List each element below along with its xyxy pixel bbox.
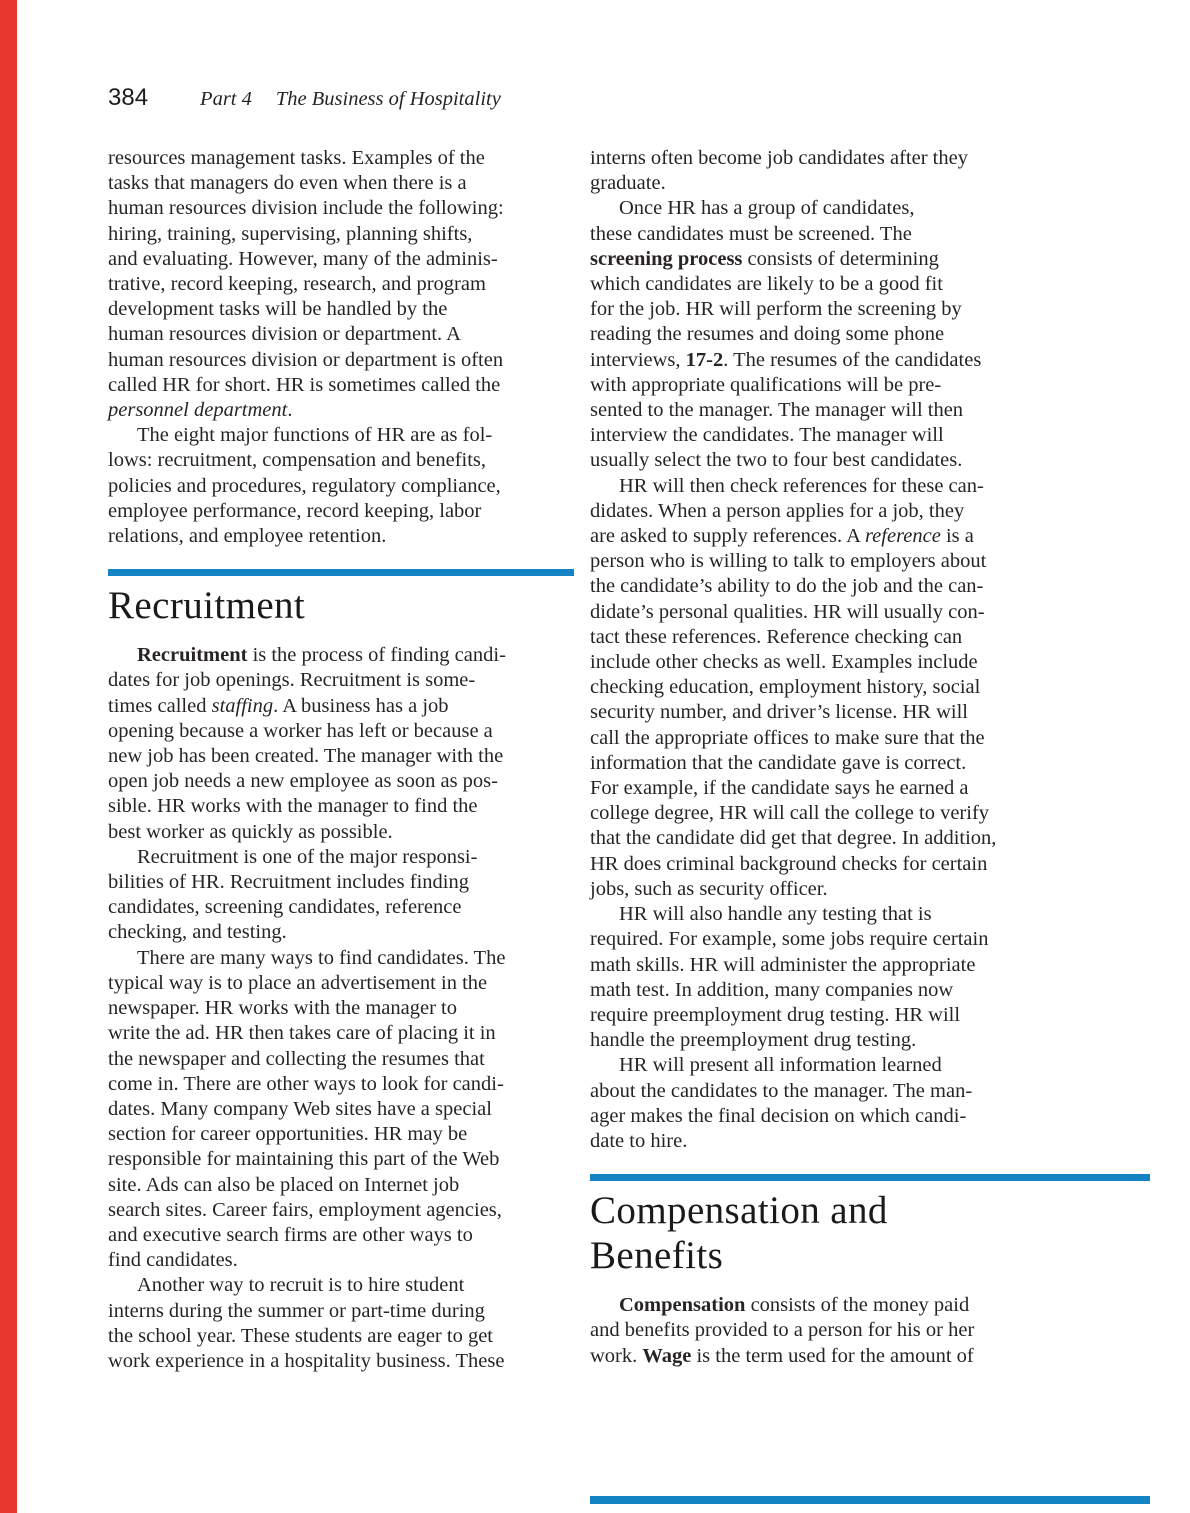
text-line: sible. HR works with the manager to find the: [108, 795, 478, 818]
text-line: handle the preemployment drug testing.: [590, 1029, 917, 1052]
text-segment: reference: [864, 525, 941, 548]
text-line: person who is willing to talk to employers about: [590, 550, 987, 573]
text-line: newspaper. HR works with the manager to: [108, 997, 457, 1020]
text-segment: consists of determining: [742, 247, 939, 270]
paragraph: [108, 146, 574, 423]
text-line: dates. Many company Web sites have a special: [108, 1097, 492, 1120]
text-segment: 17-2: [685, 348, 724, 371]
text-line: date to hire.: [590, 1129, 688, 1152]
text-line: graduate.: [590, 172, 666, 195]
text-line: which candidates are likely to be a good fit: [590, 273, 943, 296]
section-heading: [108, 583, 574, 628]
text-line: bilities of HR. Recruitment includes finding: [108, 871, 469, 894]
text-line: [590, 348, 1150, 373]
text-segment: Recruitment: [137, 644, 248, 667]
text-segment: is the term used for the amount of: [691, 1344, 974, 1367]
text-line: human resources division or department. A: [108, 323, 461, 346]
text-line: information that the candidate gave is correct.: [590, 751, 967, 774]
left-column: [108, 146, 574, 1374]
text-line: and benefits provided to a person for his or her: [590, 1319, 975, 1342]
text-line: responsible for maintaining this part of the Web: [108, 1148, 500, 1171]
text-line: for the job. HR will perform the screening by: [590, 298, 962, 321]
text-segment: .: [287, 399, 293, 422]
text-segment: Compensation: [619, 1294, 746, 1317]
paragraph: [108, 845, 574, 946]
text-line: opening because a worker has left or because a: [108, 719, 493, 742]
text-line: required. For example, some jobs require certain: [590, 928, 989, 951]
text-line: Recruitment is one of the major responsi-: [137, 845, 478, 868]
text-line: policies and procedures, regulatory compliance,: [108, 474, 501, 497]
text-line: ager makes the final decision on which candi-: [590, 1104, 967, 1127]
text-line: human resources division include the following:: [108, 197, 504, 220]
text-line: work experience in a hospitality business. These: [108, 1349, 505, 1372]
text-line: checking, and testing.: [108, 921, 287, 944]
chapter-color-stripe: [0, 0, 17, 1513]
text-segment: . The resumes of the candidates: [723, 348, 982, 371]
text-line: trative, record keeping, research, and program: [108, 273, 486, 296]
right-column: [590, 146, 1150, 1369]
text-line: open job needs a new employee as soon as pos-: [108, 770, 498, 793]
text-line: sented to the manager. The manager will then: [590, 399, 964, 422]
paragraph: [108, 643, 574, 845]
text-segment: work.: [590, 1344, 643, 1367]
part-title: The Business of Hospitality: [275, 88, 501, 110]
text-line: candidates, screening candidates, reference: [108, 896, 462, 919]
section-heading-line: Compensation and: [590, 1189, 888, 1233]
text-line: dates for job openings. Recruitment is some-: [108, 669, 476, 692]
paragraph: [590, 474, 1150, 902]
text-line: include other checks as well. Examples include: [590, 651, 978, 674]
text-line: didate’s personal qualities. HR will usually con-: [590, 600, 985, 623]
text-segment: screening process: [590, 247, 743, 270]
text-segment: is the process of finding candi-: [247, 644, 506, 667]
section-heading-line: Benefits: [590, 1234, 724, 1278]
text-line: find candidates.: [108, 1249, 238, 1272]
text-line: require preemployment drug testing. HR will: [590, 1003, 961, 1026]
text-line: relations, and employee retention.: [108, 525, 387, 548]
text-line: the school year. These students are eager to get: [108, 1324, 493, 1347]
text-line: human resources division or department is often: [108, 348, 504, 371]
text-segment: times called: [108, 694, 212, 717]
paragraph: [108, 946, 574, 1274]
text-line: math test. In addition, many companies now: [590, 978, 954, 1001]
text-line: [590, 1344, 1150, 1369]
text-segment: . A business has a job: [273, 694, 449, 717]
section-heading: [590, 1188, 1150, 1278]
text-line: site. Ads can also be placed on Internet job: [108, 1173, 460, 1196]
running-head: [108, 84, 501, 112]
text-line: HR will then check references for these can-: [619, 474, 984, 497]
text-segment: interviews,: [590, 348, 686, 371]
text-line: [590, 1293, 1150, 1318]
text-line: called HR for short. HR is sometimes called the: [108, 373, 501, 396]
text-line: that the candidate did get that degree. In addition,: [590, 827, 997, 850]
text-line: resources management tasks. Examples of the: [108, 147, 485, 169]
text-line: and executive search firms are other ways to: [108, 1223, 473, 1246]
text-line: about the candidates to the manager. The man-: [590, 1079, 973, 1102]
text-line: There are many ways to find candidates. The: [137, 946, 506, 969]
text-line: reading the resumes and doing some phone: [590, 323, 945, 346]
text-line: call the appropriate offices to make sure that the: [590, 726, 985, 749]
section-rule: [590, 1174, 1150, 1181]
text-line: the candidate’s ability to do the job and the can-: [590, 575, 984, 598]
text-segment: consists of the money paid: [745, 1294, 970, 1317]
paragraph: [108, 423, 574, 549]
text-line: jobs, such as security officer.: [590, 877, 828, 900]
text-segment: are asked to supply references. A: [590, 525, 865, 548]
text-line: Once HR has a group of candidates,: [619, 197, 915, 220]
paragraph: [590, 1053, 1150, 1154]
text-line: with appropriate qualifications will be pre-: [590, 373, 942, 396]
paragraph: [590, 1293, 1150, 1369]
text-line: come in. There are other ways to look for candi-: [108, 1072, 504, 1095]
text-segment: staffing: [211, 694, 274, 717]
text-line: development tasks will be handled by the: [108, 298, 448, 321]
text-line: [108, 694, 574, 719]
text-line: [108, 398, 574, 423]
text-line: college degree, HR will call the college to verify: [590, 802, 990, 825]
text-line: the newspaper and collecting the resumes that: [108, 1047, 485, 1070]
text-line: and evaluating. However, many of the adminis-: [108, 247, 498, 270]
text-segment: personnel department: [108, 399, 288, 422]
text-line: HR will present all information learned: [619, 1054, 942, 1077]
text-line: new job has been created. The manager with the: [108, 745, 504, 768]
text-line: didates. When a person applies for a job, they: [590, 499, 965, 522]
section-rule: [108, 569, 574, 576]
text-line: best worker as quickly as possible.: [108, 820, 393, 843]
text-line: Another way to recruit is to hire student: [137, 1274, 465, 1297]
text-line: tasks that managers do even when there is a: [108, 172, 467, 195]
text-line: usually select the two to four best candidates.: [590, 449, 963, 472]
paragraph: [590, 196, 1150, 473]
text-line: math skills. HR will administer the appropriate: [590, 953, 976, 976]
text-segment: Wage: [642, 1344, 692, 1367]
page-number: 384: [108, 84, 149, 111]
text-line: typical way is to place an advertisement in the: [108, 971, 488, 994]
text-line: [590, 524, 1150, 549]
paragraph: [108, 1273, 574, 1374]
text-line: tact these references. Reference checking can: [590, 625, 963, 648]
text-line: employee performance, record keeping, labor: [108, 499, 482, 522]
text-line: search sites. Career fairs, employment agencies,: [108, 1198, 502, 1221]
text-line: HR will also handle any testing that is: [619, 903, 932, 926]
part-label: Part 4: [200, 88, 252, 110]
text-line: lows: recruitment, compensation and benefits,: [108, 449, 487, 472]
text-line: The eight major functions of HR are as fol-: [137, 424, 493, 447]
text-line: security number, and driver’s license. HR will: [590, 701, 968, 724]
text-line: these candidates must be screened. The: [590, 222, 912, 245]
section-heading-line: Recruitment: [108, 584, 306, 628]
text-line: checking education, employment history, social: [590, 676, 981, 699]
paragraph: [590, 146, 1150, 196]
text-line: [590, 247, 1150, 272]
footer-rule: [590, 1496, 1150, 1504]
text-line: For example, if the candidate says he earned a: [590, 777, 969, 800]
paragraph: [590, 902, 1150, 1053]
text-line: write the ad. HR then takes care of placing it in: [108, 1022, 496, 1045]
text-line: interns during the summer or part-time during: [108, 1299, 485, 1322]
text-line: HR does criminal background checks for certain: [590, 852, 988, 875]
text-line: interview the candidates. The manager will: [590, 424, 944, 447]
text-line: [108, 643, 574, 668]
text-line: hiring, training, supervising, planning shifts,: [108, 222, 473, 245]
text-segment: is a: [940, 525, 974, 548]
text-line: section for career opportunities. HR may be: [108, 1123, 468, 1146]
text-line: interns often become job candidates after they: [590, 147, 968, 169]
